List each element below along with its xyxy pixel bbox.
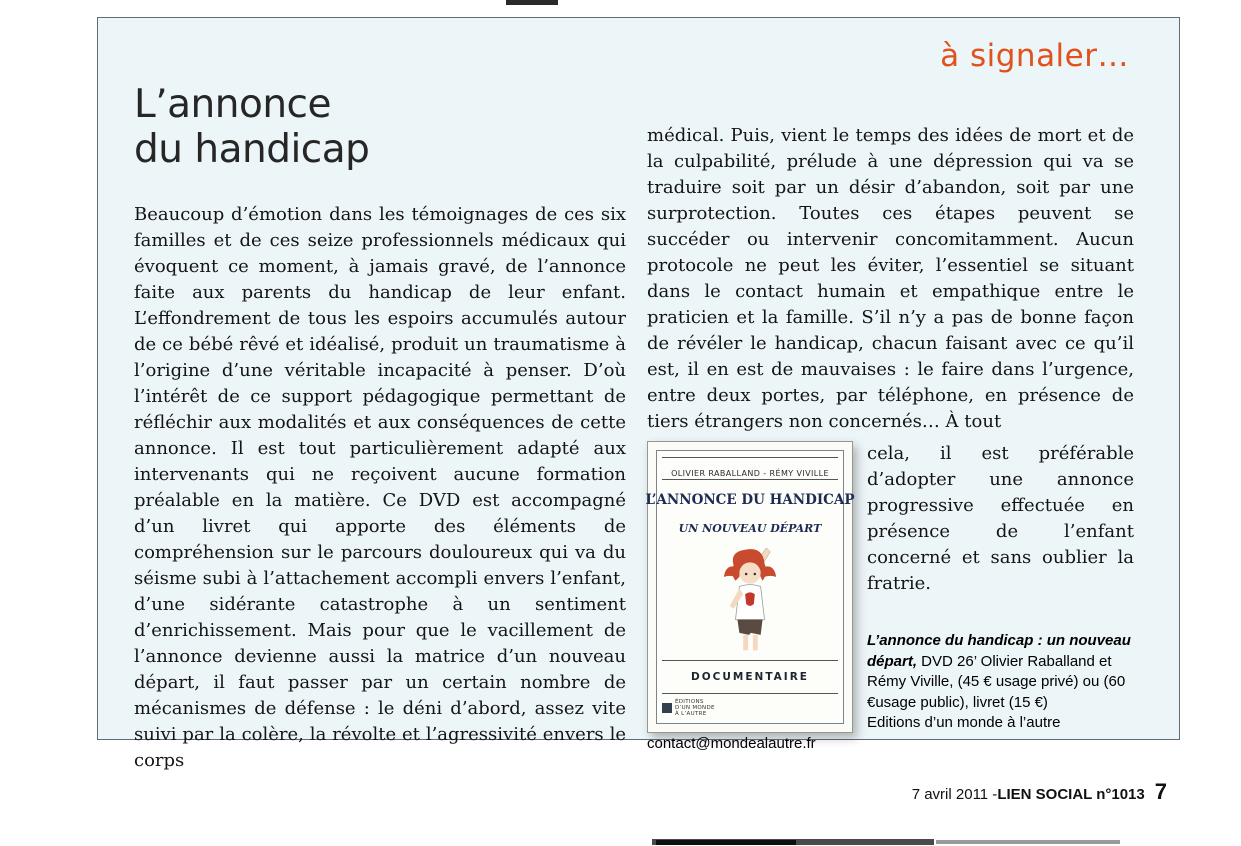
article-text-right: médical. Puis, vient le temps des idées de mort et de la culpabilité, prélude à une dépression qui va se traduire soit par un désir d’abandon, soit par une surprotection. Toutes ces étapes peuvent se succéder ou intervenir concomitamment. Aucun protocole ne peut les éviter, l’essentiel se situant dans le contact humain et empathique entre le praticien et la famille. S’il n’y a pas de bonne façon de révéler le handicap, chacun faisant avec ce qu’il est, il en est de mauvaises : le faire dans l’urgence, entre deux portes, par téléphone, en présence de tiers étrangers non concernés… À tout <box>647 125 1134 432</box>
caption-title: L’annonce du handicap : un nouveau départ, <box>867 632 1131 670</box>
scan-artifact <box>936 840 1120 844</box>
article-title <box>134 82 369 172</box>
article-title-line-2: du handicap <box>134 127 370 173</box>
publisher-logo <box>662 699 715 717</box>
dvd-cover-illustration <box>706 544 794 660</box>
article-column-left: Beaucoup d’émotion dans les témoignages de ces six familles et de ces seize professionnels médicaux qui évoquent ce moment, à jamais gravé, de l’annonce faite aux parents du handicap de leur enfant. L’effondrement de tous les espoirs accumulés autour de ce bébé rêvé et idéalisé, produit un traumatisme à l’origine d’une véritable incapacité à penser. D’où l’intérêt de ce support pédagogique permettant de réfléchir aux modalités et aux conséquences de cette annonce. Il est tout particulièrement adapté aux intervenants qui ne reçoivent aucune formation préalable en la matière. Ce DVD est accompagné d’un livret qui apporte des éléments de compréhension sur le parcours douloureux qui va du séisme subi à l’attachement accompli envers l’enfant, d’une sidérante catastrophe à un sentiment d’enrichissement. Mais pour que le vacillement de l’annonce devienne aussi la matrice d’un nouveau départ, il faut passer par un certain nombre de mécanismes de défense : le déni d’abord, assez vite suivi par la colère, la révolte et l’agressivité envers le corps <box>134 204 626 771</box>
caption-publisher: Editions d’un monde à l’autre <box>867 714 1061 731</box>
publisher-logo-icon <box>662 703 672 713</box>
scan-artifact <box>506 0 558 5</box>
dvd-cover-title: L’ANNONCE DU HANDICAP <box>645 492 855 508</box>
publisher-logo-text: ÉDITIONS D’UN MONDE À L’AUTRE <box>675 699 715 717</box>
dvd-cover-genre: DOCUMENTAIRE <box>662 660 838 694</box>
dvd-cover <box>647 441 853 733</box>
article-text-wrapped: cela, il est préférable d’adopter une annonce progressive effectuée en présence de l’enfant concerné et sans oublier la fratrie. <box>867 443 1134 594</box>
dvd-cover-inner <box>645 450 855 724</box>
dvd-section <box>647 441 1134 754</box>
footer-date: 7 avril 2011 - <box>911 786 998 803</box>
caption-body: DVD 26’ Olivier Raballand et Rémy Viville, (45 € usage privé) ou (60 €usage public), livret (15 €) <box>867 652 1126 711</box>
dvd-cover-subtitle: UN NOUVEAU DÉPART <box>678 522 822 535</box>
article-frame <box>97 17 1180 771</box>
dvd-cover-authors: OLIVIER RABALLAND - RÉMY VIVILLE <box>662 457 838 480</box>
footer-journal: LIEN SOCIAL n°1013 <box>997 786 1145 803</box>
section-flag: à signaler… <box>940 38 1129 74</box>
scan-artifact <box>656 840 796 845</box>
caption-email: contact@mondealautre.fr <box>647 734 816 752</box>
article-title-line-1: L’annonce <box>134 82 331 127</box>
article-column-right <box>647 123 1134 754</box>
page-footer <box>912 779 1167 805</box>
footer-page-number: 7 <box>1154 779 1167 804</box>
